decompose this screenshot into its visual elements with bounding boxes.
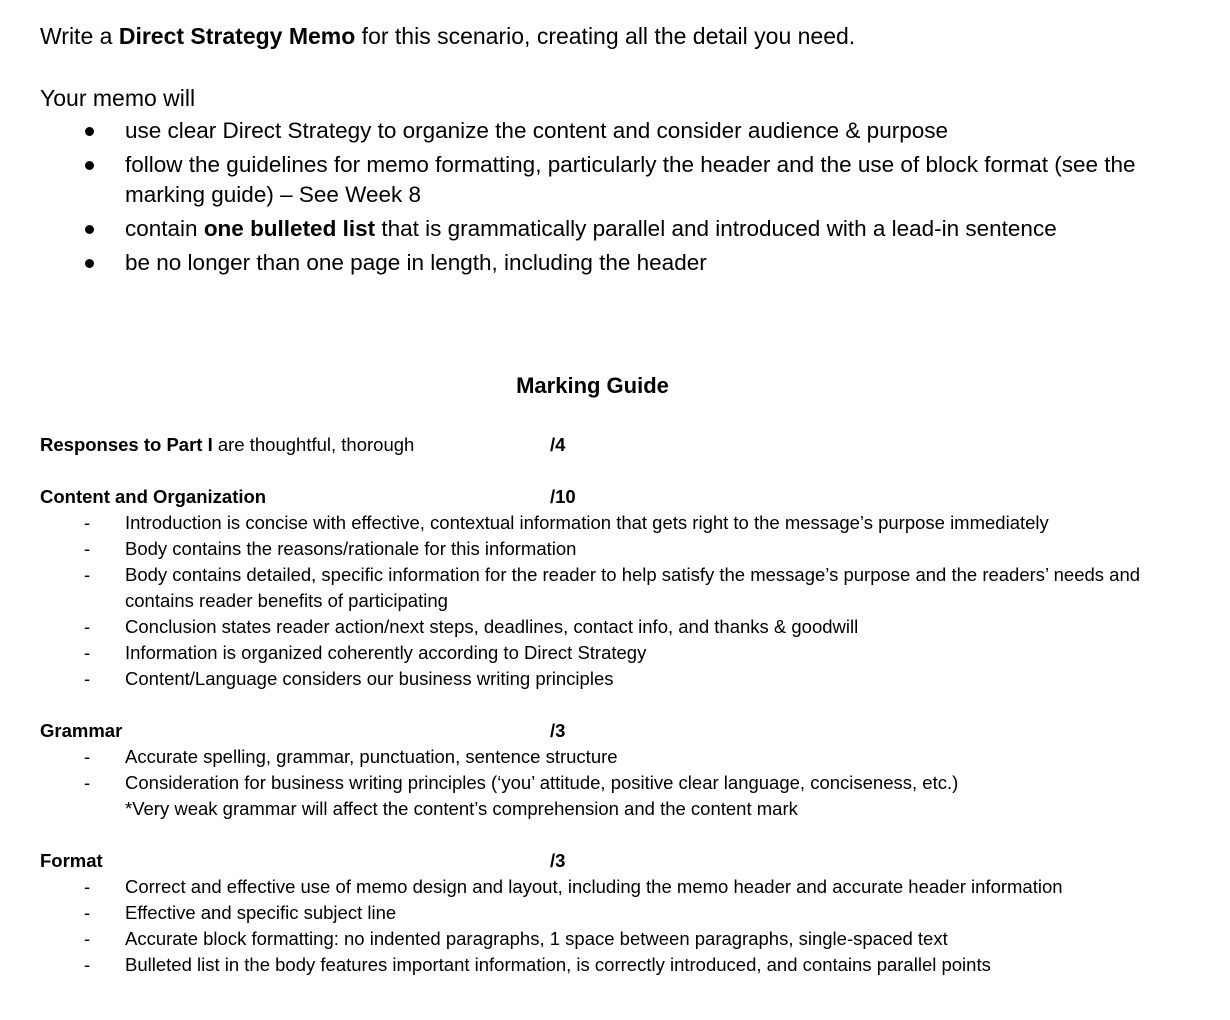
criterion-text: Content/Language considers our business writing principles xyxy=(125,668,614,689)
section-heading xyxy=(40,848,1210,874)
criteria-list xyxy=(40,510,1210,692)
section-score: /3 xyxy=(550,850,566,871)
section-score: /3 xyxy=(550,720,566,741)
section-label: Grammar xyxy=(40,720,123,741)
section-heading xyxy=(40,718,1210,744)
criterion-item xyxy=(40,952,1210,978)
section-content-organization xyxy=(40,484,1210,692)
assignment-instruction xyxy=(40,20,855,52)
criterion-item xyxy=(40,510,1210,536)
requirement-item xyxy=(40,150,1190,210)
dash-marker: - xyxy=(84,746,91,767)
criterion-item xyxy=(40,874,1210,900)
criteria-list xyxy=(40,874,1210,978)
bullet-icon xyxy=(85,259,94,268)
instruction-emphasis: Direct Strategy Memo xyxy=(118,23,356,49)
criterion-text: Body contains detailed, specific information for the reader to help satisfy the message’s purpose and the readers’ needs and contains reader benefits of participating xyxy=(125,564,1141,611)
requirement-text: follow the guidelines for memo formatting, particularly the header and the use of block format (see the marking guide) – See Week 8 xyxy=(125,152,1136,207)
requirement-text: that is grammatically parallel and introduced with a lead-in sentence xyxy=(375,216,1057,241)
bullet-icon xyxy=(85,225,94,234)
marking-guide-title: Marking Guide xyxy=(516,373,669,398)
requirement-item xyxy=(40,116,1190,146)
criterion-text: Accurate spelling, grammar, punctuation, sentence structure xyxy=(125,746,618,767)
requirements-lead: Your memo will xyxy=(40,85,196,111)
dash-marker: - xyxy=(84,772,91,793)
criterion-item xyxy=(40,536,1210,562)
dash-marker: - xyxy=(84,954,91,975)
grammar-note: *Very weak grammar will affect the content’s comprehension and the content mark xyxy=(125,798,798,819)
requirement-item xyxy=(40,214,1190,244)
dash-marker: - xyxy=(84,512,91,533)
criterion-item xyxy=(40,562,1210,614)
criterion-text: Correct and effective use of memo design and layout, including the memo header and accurate header information xyxy=(125,876,1063,897)
section-label-rest: are thoughtful, thorough xyxy=(212,434,415,455)
section-grammar xyxy=(40,718,1210,822)
criterion-item xyxy=(40,926,1210,952)
instruction-prefix: Write a xyxy=(40,23,119,49)
requirement-emphasis: one bulleted list xyxy=(203,216,376,241)
dash-marker: - xyxy=(84,902,91,923)
bullet-icon xyxy=(85,127,94,136)
section-label: Responses to Part I xyxy=(40,434,213,455)
requirement-text: be no longer than one page in length, including the header xyxy=(125,250,707,275)
section-heading xyxy=(40,484,1210,510)
dash-marker: - xyxy=(84,876,91,897)
requirement-text: contain xyxy=(125,216,204,241)
section-score: /10 xyxy=(550,486,576,507)
criterion-text: Conclusion states reader action/next steps, deadlines, contact info, and thanks & goodwill xyxy=(125,616,859,637)
criteria-list xyxy=(40,744,1210,796)
dash-marker: - xyxy=(84,564,91,585)
section-label: Format xyxy=(40,850,103,871)
criterion-item xyxy=(40,770,1210,796)
section-label: Content and Organization xyxy=(40,486,267,507)
instruction-suffix: for this scenario, creating all the detail you need. xyxy=(355,23,856,49)
dash-marker: - xyxy=(84,538,91,559)
dash-marker: - xyxy=(84,642,91,663)
criterion-text: Introduction is concise with effective, contextual information that gets right to the message’s purpose immediately xyxy=(125,512,1049,533)
criterion-item xyxy=(40,666,1210,692)
criterion-item xyxy=(40,744,1210,770)
criterion-text: Bulleted list in the body features important information, is correctly introduced, and contains parallel points xyxy=(125,954,991,975)
section-part-1 xyxy=(40,432,1210,458)
section-format xyxy=(40,848,1210,978)
criterion-text: Consideration for business writing principles (‘you’ attitude, positive clear language, conciseness, etc.) xyxy=(125,772,959,793)
requirements-list xyxy=(40,116,1190,282)
criterion-item xyxy=(40,900,1210,926)
section-heading xyxy=(40,432,1210,458)
criterion-text: Body contains the reasons/rationale for this information xyxy=(125,538,577,559)
bullet-icon xyxy=(85,161,94,170)
dash-marker: - xyxy=(84,616,91,637)
dash-marker: - xyxy=(84,668,91,689)
criterion-item xyxy=(40,640,1210,666)
criterion-item xyxy=(40,614,1210,640)
criterion-text: Effective and specific subject line xyxy=(125,902,397,923)
criterion-text: Information is organized coherently according to Direct Strategy xyxy=(125,642,647,663)
requirement-text: use clear Direct Strategy to organize the content and consider audience & purpose xyxy=(125,118,948,143)
criterion-text: Accurate block formatting: no indented paragraphs, 1 space between paragraphs, single-spaced text xyxy=(125,928,948,949)
dash-marker: - xyxy=(84,928,91,949)
requirement-item xyxy=(40,248,1190,278)
section-score: /4 xyxy=(550,434,566,455)
